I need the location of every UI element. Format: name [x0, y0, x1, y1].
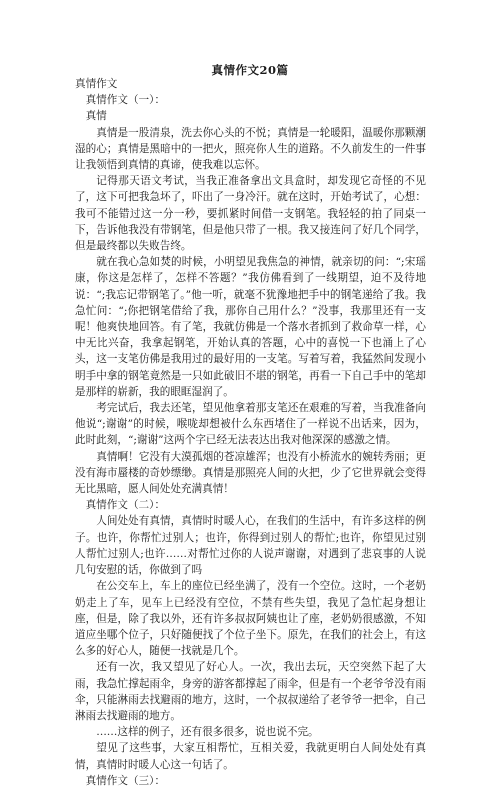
section-2-paragraph-3: 还有一次，我又望见了好心人。一次，我出去玩，天空突然下起了大雨，我急忙撑起雨伞，身旁的游客都撑起了雨伞，但是有一个老爷爷没有雨伞，只能淋雨去找避雨的地方，这时，一个叔叔递给了老爷爷一把伞，自己淋雨去找避雨的地方。: [75, 661, 426, 722]
section-2-paragraph-4: ……这样的例子，还有很多很多，说也说不完。: [96, 726, 319, 739]
document-body: [75, 76, 426, 787]
document-header: 真情作文: [75, 78, 118, 90]
section-2-heading: 真情作文（二）：: [85, 499, 166, 512]
section-1-paragraph-3: 就在我心急如焚的时候，小明望见我焦急的神情，就亲切的问：“;宋瑶康，你这是怎样了，怎样不答题？”我仿佛看到了一线期望，迫不及待地说：“;我忘记带钢笔了。”他一听，就毫不犹豫地把手中的钢笔递给了我。我急忙问：“;你把钢笔借给了我，那你自己用什么？”没事，我那里还有一支呢！他爽快地回答。有了笔，我就仿佛是一个落水者抓到了救命草一样，心中无比兴奋，我拿起钢笔，开始认真的答题，心中的喜悦一下也涌上了心头，这一支笔仿佛是我用过的最好用的一支笔。写着写着，我猛然间发现小明手中拿的钢笔竟然是一只如此破旧不堪的钢笔，再看一下自己手中的笔却是那样的崭新，我的眼眶湿润了。: [75, 256, 426, 398]
section-1-paragraph-2: 记得那天语文考试，当我正准备拿出文具盒时，却发现它奇怪的不见了，这下可把我急坏了，吓出了一身冷汗。就在这时，开始考试了，心想：我可不能错过这一分一秒，要抓紧时间借一支钢笔。我轻轻的拍了同桌一下，告诉他我没有带钢笔，但是他只带了一根。我又接连问了好几个同学，但是最终都以失败告终。: [75, 175, 426, 253]
section-3-heading: 真情作文（三）：: [85, 774, 166, 787]
section-2-paragraph-2: 在公交车上，车上的座位已经坐满了，没有一个空位。这时，一个老奶奶走上了车，见车上已经没有空位，不禁有些失望，我见了急忙起身想让座，但是，除了我以外，还有许多叔叔阿姨也让了座，老奶奶很感激，不知道应坐哪个位子，只好随便找了个位子坐下。原先，在我们的社会上，有这么多的好心人，随便一找就是几个。: [75, 580, 426, 658]
section-1-paragraph-1: 真情是一股清泉，洗去你心头的不悦；真情是一轮暖阳，温暖你那颗潮湿的心；真情是黑暗中的一把火，照亮你人生的道路。不久前发生的一件事让我领悟到真情的真谛，使我难以忘怀。: [75, 126, 426, 172]
section-1-paragraph-4: 考完试后，我去还笔，望见他拿着那支笔还在艰难的写着，当我准备向他说“;谢谢”的时候，喉咙却想被什么东西堵住了一样说不出话来，因为，此时此刻，“;谢谢”这两个字已经无法表达出我对他深深的感激之情。: [75, 402, 426, 447]
section-1-subtitle: 真情: [85, 110, 107, 123]
section-2-paragraph-1: 人间处处有真情，真情时时暖人心，在我们的生活中，有许多这样的例子。也许，你帮忙过别人；也许，你得到过别人的帮忙;也许，你望见过别人帮忙过别人;也许……对帮忙过你的人说声谢谢，对遇到了悲哀事的人说几句安慰的话，你做到了吗: [75, 515, 426, 577]
section-2-paragraph-5: 望见了这些事，大家互相帮忙，互相关爱，我就更明白人间处处有真情，真情时时暖人心这一句话了。: [75, 742, 426, 771]
section-1-heading: 真情作文（一）：: [85, 94, 166, 107]
document-title: 真情作文20篇: [211, 63, 289, 77]
section-1-paragraph-5: 真情啊！它没有大漠孤烟的苍凉雄浑；也没有小桥流水的婉转秀丽；更没有海市蜃楼的奇妙缥缈。真情是那照亮人间的火把，少了它世界就会变得无比黑暗，愿人间处处充满真情！: [75, 450, 426, 496]
